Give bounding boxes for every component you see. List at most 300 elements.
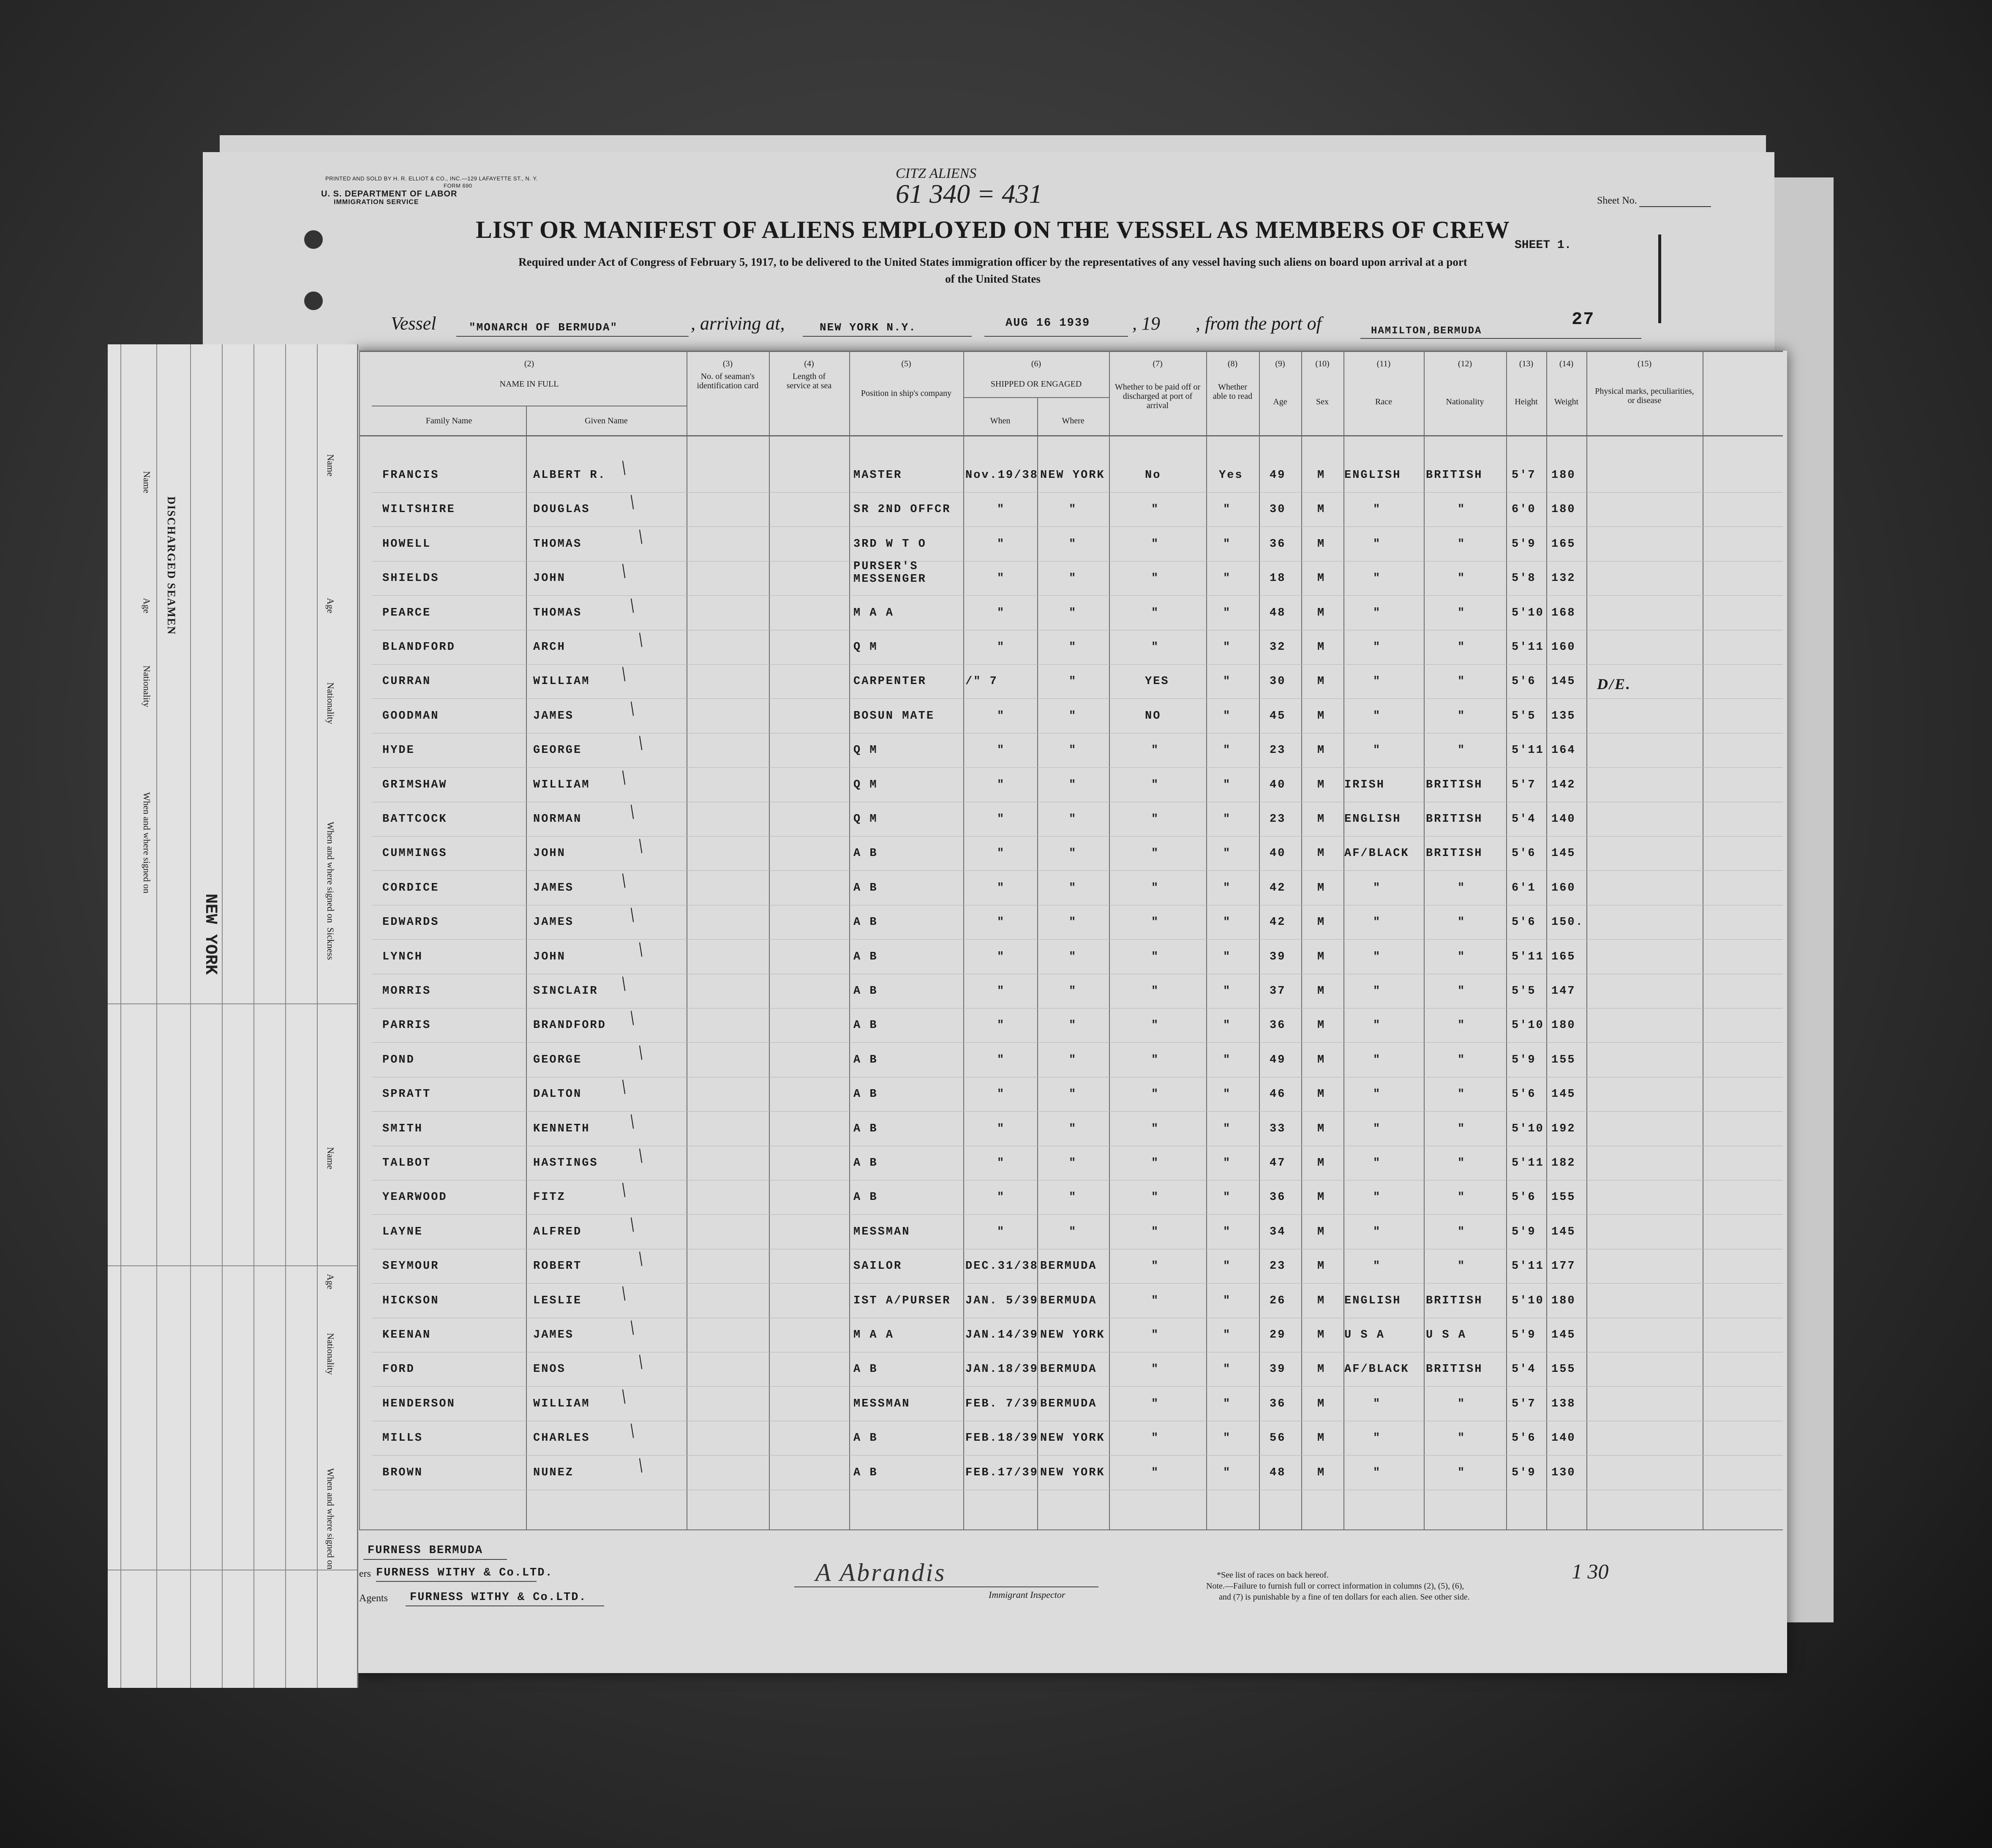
position-cell: CARPENTER xyxy=(853,675,927,688)
height-cell: 5'8 xyxy=(1512,572,1536,585)
paid-off-cell: " xyxy=(1151,1466,1160,1479)
height-cell: 5'9 xyxy=(1512,1225,1536,1238)
age-cell: 48 xyxy=(1270,606,1286,619)
given-name-cell: ENOS xyxy=(533,1363,566,1376)
position-cell: Q M xyxy=(853,744,878,757)
check-mark: / xyxy=(633,628,649,651)
paid-off-cell: " xyxy=(1151,985,1160,998)
shipped-where-cell: " xyxy=(1069,572,1077,585)
age-cell: 26 xyxy=(1270,1294,1286,1307)
row-rule xyxy=(372,1214,1783,1215)
slip-when-where-label-2: When and where signed on xyxy=(325,822,336,923)
race-cell: IRISH xyxy=(1344,778,1385,791)
col7-title: Whether to be paid off or discharged at port of arrival xyxy=(1115,382,1201,410)
height-cell: 5'6 xyxy=(1512,847,1536,860)
check-mark: / xyxy=(616,766,632,789)
family-name-cell: LAYNE xyxy=(382,1225,423,1238)
family-name-cell: FORD xyxy=(382,1363,415,1376)
col5-title: Position in ship's company xyxy=(861,389,952,398)
shipped-when-cell: " xyxy=(997,1122,1006,1135)
shipped-where-cell: BERMUDA xyxy=(1040,1363,1097,1376)
row-rule xyxy=(372,1455,1783,1456)
nationality-cell: " xyxy=(1458,1225,1466,1238)
subtitle-line2: of the United States xyxy=(945,273,1041,285)
col4-number: (4) xyxy=(804,359,814,368)
paid-off-cell: " xyxy=(1151,1260,1160,1273)
weight-cell: 140 xyxy=(1551,813,1576,826)
col8-number: (8) xyxy=(1227,359,1238,368)
race-cell: " xyxy=(1373,1397,1382,1410)
penalty-note-line2: and (7) is punishable by a fine of ten dollars for each alien. See other side. xyxy=(1219,1592,1470,1602)
height-cell: 5'9 xyxy=(1512,1053,1536,1066)
age-cell: 49 xyxy=(1270,469,1286,482)
col-divider xyxy=(1343,351,1344,1529)
race-cell: " xyxy=(1373,916,1382,929)
sex-cell: M xyxy=(1317,1053,1326,1066)
able-to-read-cell: " xyxy=(1223,641,1232,654)
check-mark: / xyxy=(633,732,649,755)
printer-imprint: PRINTED AND SOLD BY H. R. ELLIOT & CO., INC.—129 LAFAYETTE ST., N. Y. xyxy=(325,175,538,182)
position-cell: 3RD W T O xyxy=(853,537,927,551)
able-to-read-cell: " xyxy=(1223,709,1232,722)
able-to-read-cell: " xyxy=(1223,778,1232,791)
given-name-cell: ALBERT R. xyxy=(533,469,606,482)
age-cell: 39 xyxy=(1270,1363,1286,1376)
height-cell: 5'7 xyxy=(1512,469,1536,482)
check-mark: / xyxy=(624,697,640,720)
shipped-where-cell: " xyxy=(1069,606,1077,619)
nationality-cell: " xyxy=(1458,881,1466,894)
col15-number: (15) xyxy=(1637,359,1652,368)
paid-off-cell: " xyxy=(1151,1397,1160,1410)
sex-cell: M xyxy=(1317,1466,1326,1479)
col14-title: Weight xyxy=(1554,397,1579,406)
given-name-cell: WILLIAM xyxy=(533,778,590,791)
paid-off-cell: NO xyxy=(1145,709,1161,722)
col11-number: (11) xyxy=(1376,359,1391,368)
col6-title: SHIPPED OR ENGAGED xyxy=(990,379,1082,389)
position-cell: A B xyxy=(853,916,878,929)
race-cell: U S A xyxy=(1344,1329,1385,1341)
page-subtitle xyxy=(380,253,1605,287)
weight-cell: 138 xyxy=(1551,1397,1576,1410)
table-top-rule xyxy=(359,351,1783,352)
slip-divider xyxy=(120,344,121,1688)
age-cell: 36 xyxy=(1270,1397,1286,1410)
shipped-where-cell: " xyxy=(1069,813,1077,826)
family-name-cell: BLANDFORD xyxy=(382,641,455,654)
sex-cell: M xyxy=(1317,916,1326,929)
races-note: *See list of races on back hereof. xyxy=(1217,1570,1329,1580)
shipped-when-cell: " xyxy=(997,1019,1006,1032)
nationality-cell: " xyxy=(1458,950,1466,963)
handwritten-tally-count: 61 340 = 431 xyxy=(896,179,1043,209)
sex-cell: M xyxy=(1317,1157,1326,1169)
shipped-when-cell: " xyxy=(997,778,1006,791)
race-cell: " xyxy=(1373,709,1382,722)
nationality-cell: BRITISH xyxy=(1426,813,1483,826)
shipped-when-cell: " xyxy=(997,1191,1006,1204)
age-cell: 46 xyxy=(1270,1088,1286,1101)
paid-off-cell: " xyxy=(1151,1191,1160,1204)
family-name-cell: BATTCOCK xyxy=(382,813,447,826)
sex-cell: M xyxy=(1317,1260,1326,1273)
col7-number: (7) xyxy=(1153,359,1163,368)
given-name-cell: JAMES xyxy=(533,916,574,929)
shipped-where-cell: BERMUDA xyxy=(1040,1260,1097,1273)
race-cell: " xyxy=(1373,572,1382,585)
able-to-read-cell: " xyxy=(1223,1191,1232,1204)
given-name-cell: THOMAS xyxy=(533,537,582,551)
check-mark: / xyxy=(624,1007,640,1030)
weight-cell: 155 xyxy=(1551,1191,1576,1204)
weight-cell: 180 xyxy=(1551,1294,1576,1307)
able-to-read-cell: " xyxy=(1223,847,1232,860)
col-divider xyxy=(1301,351,1302,1529)
slip-divider xyxy=(253,344,254,1688)
height-cell: 5'4 xyxy=(1512,813,1536,826)
slip-title: DISCHARGED SEAMEN xyxy=(165,496,177,635)
family-name-cell: SHIELDS xyxy=(382,572,439,585)
sex-cell: M xyxy=(1317,1397,1326,1410)
weight-cell: 164 xyxy=(1551,744,1576,757)
race-cell: " xyxy=(1373,985,1382,998)
vessel-label: Vessel xyxy=(391,313,436,334)
nationality-cell: BRITISH xyxy=(1426,1294,1483,1307)
sex-cell: M xyxy=(1317,469,1326,482)
paid-off-cell: " xyxy=(1151,1053,1160,1066)
given-name-cell: DOUGLAS xyxy=(533,503,590,516)
able-to-read-cell: " xyxy=(1223,1019,1232,1032)
family-name-cell: CURRAN xyxy=(382,675,431,688)
family-name-cell: LYNCH xyxy=(382,950,423,963)
family-name-cell: HENDERSON xyxy=(382,1397,455,1410)
footer-agents-line xyxy=(406,1605,604,1606)
given-name-cell: JAMES xyxy=(533,881,574,894)
race-cell: " xyxy=(1373,1157,1382,1169)
table-bottom-rule xyxy=(359,1529,1783,1530)
shipped-when-cell: " xyxy=(997,572,1006,585)
col2-title: NAME IN FULL xyxy=(499,379,559,389)
weight-cell: 180 xyxy=(1551,469,1576,482)
service-name: IMMIGRATION SERVICE xyxy=(334,199,419,206)
signature-line xyxy=(794,1586,1098,1587)
sex-cell: M xyxy=(1317,606,1326,619)
check-mark: / xyxy=(624,1213,640,1236)
col11-title: Race xyxy=(1375,397,1392,406)
sex-cell: M xyxy=(1317,1363,1326,1376)
col-divider xyxy=(1586,351,1587,1529)
age-cell: 18 xyxy=(1270,572,1286,585)
able-to-read-cell: " xyxy=(1223,1294,1232,1307)
col2-family-header: Family Name xyxy=(425,416,472,425)
col-divider xyxy=(359,351,360,1529)
col2-given-header: Given Name xyxy=(585,416,628,425)
shipped-when-cell: FEB. 7/39 xyxy=(965,1397,1038,1410)
age-cell: 42 xyxy=(1270,881,1286,894)
shipped-where-cell: " xyxy=(1069,985,1077,998)
form-number: FORM 690 xyxy=(444,183,472,189)
shipped-when-cell: " xyxy=(997,985,1006,998)
height-cell: 5'5 xyxy=(1512,985,1536,998)
age-cell: 33 xyxy=(1270,1122,1286,1135)
check-mark: / xyxy=(624,1110,640,1133)
shipped-where-cell: " xyxy=(1069,709,1077,722)
position-cell: Q M xyxy=(853,778,878,791)
race-cell: " xyxy=(1373,744,1382,757)
nationality-cell: " xyxy=(1458,1019,1466,1032)
nationality-cell: U S A xyxy=(1426,1329,1467,1341)
sex-cell: M xyxy=(1317,709,1326,722)
family-name-cell: WILTSHIRE xyxy=(382,503,455,516)
height-cell: 5'10 xyxy=(1512,1294,1544,1307)
nationality-cell: " xyxy=(1458,1260,1466,1273)
row-rule xyxy=(372,939,1783,940)
row-rule xyxy=(372,1042,1783,1043)
shipped-where-cell: " xyxy=(1069,1088,1077,1101)
height-cell: 5'10 xyxy=(1512,1122,1544,1135)
weight-cell: 150. xyxy=(1551,916,1584,929)
race-cell: AF/BLACK xyxy=(1344,1363,1409,1376)
able-to-read-cell: " xyxy=(1223,606,1232,619)
weight-cell: 130 xyxy=(1551,1466,1576,1479)
able-to-read-cell: " xyxy=(1223,1122,1232,1135)
slip-divider xyxy=(317,344,318,1688)
check-mark: / xyxy=(624,800,640,823)
shipped-where-cell: " xyxy=(1069,1122,1077,1135)
height-cell: 5'6 xyxy=(1512,916,1536,929)
nationality-cell: BRITISH xyxy=(1426,778,1483,791)
shipped-when-cell: " xyxy=(997,744,1006,757)
shipped-when-cell: " xyxy=(997,847,1006,860)
height-cell: 5'9 xyxy=(1512,1466,1536,1479)
race-cell: " xyxy=(1373,1432,1382,1445)
col3-number: (3) xyxy=(722,359,733,368)
family-name-cell: GRIMSHAW xyxy=(382,778,447,791)
weight-cell: 155 xyxy=(1551,1053,1576,1066)
check-mark: / xyxy=(633,1454,649,1477)
paid-off-cell: " xyxy=(1151,1294,1160,1307)
shipped-where-cell: NEW YORK xyxy=(1040,1329,1105,1341)
race-cell: " xyxy=(1373,1225,1382,1238)
col-divider xyxy=(1037,397,1038,1529)
weight-cell: 145 xyxy=(1551,847,1576,860)
sex-cell: M xyxy=(1317,675,1326,688)
weight-cell: 135 xyxy=(1551,709,1576,722)
paid-off-cell: " xyxy=(1151,744,1160,757)
paid-off-cell: " xyxy=(1151,1225,1160,1238)
col-divider xyxy=(1546,351,1547,1529)
height-cell: 5'11 xyxy=(1512,744,1544,757)
family-name-cell: CUMMINGS xyxy=(382,847,447,860)
nationality-cell: " xyxy=(1458,606,1466,619)
check-mark: / xyxy=(633,1144,649,1167)
able-to-read-cell: Yes xyxy=(1219,469,1243,482)
col10-number: (10) xyxy=(1315,359,1330,368)
shipped-when-cell: " xyxy=(997,641,1006,654)
family-name-cell: MORRIS xyxy=(382,985,431,998)
height-cell: 5'11 xyxy=(1512,950,1544,963)
age-cell: 40 xyxy=(1270,847,1286,860)
race-cell: " xyxy=(1373,881,1382,894)
row-rule xyxy=(372,1386,1783,1387)
col12-number: (12) xyxy=(1458,359,1472,368)
age-cell: 34 xyxy=(1270,1225,1286,1238)
footer-agents-name: FURNESS WITHY & Co.LTD. xyxy=(410,1591,587,1604)
position-cell: A B xyxy=(853,985,878,998)
paid-off-cell: " xyxy=(1151,916,1160,929)
able-to-read-cell: " xyxy=(1223,1466,1232,1479)
footer-owners-line xyxy=(376,1581,537,1582)
position-cell: SR 2ND OFFCR xyxy=(853,503,951,516)
age-cell: 37 xyxy=(1270,985,1286,998)
shipped-when-cell: FEB.18/39 xyxy=(965,1432,1038,1445)
nationality-cell: " xyxy=(1458,1122,1466,1135)
able-to-read-cell: " xyxy=(1223,537,1232,551)
row-rule xyxy=(372,526,1783,527)
family-name-cell: MILLS xyxy=(382,1432,423,1445)
manifest-number: 27 xyxy=(1572,309,1595,330)
paid-off-cell: " xyxy=(1151,1157,1160,1169)
row-rule xyxy=(372,595,1783,596)
check-mark: / xyxy=(616,869,632,892)
height-cell: 5'6 xyxy=(1512,1432,1536,1445)
family-name-cell: PEARCE xyxy=(382,606,431,619)
race-cell: " xyxy=(1373,503,1382,516)
sex-cell: M xyxy=(1317,1088,1326,1101)
family-name-cell: KEENAN xyxy=(382,1329,431,1341)
slip-age-label-3: Age xyxy=(325,1274,336,1289)
weight-cell: 132 xyxy=(1551,572,1576,585)
given-name-cell: FITZ xyxy=(533,1191,566,1204)
position-cell: PURSER'S MESSENGER xyxy=(853,560,927,586)
check-mark: / xyxy=(633,1041,649,1064)
height-cell: 5'7 xyxy=(1512,1397,1536,1410)
footer-agents-label: Agents xyxy=(359,1593,388,1604)
shipped-when-cell: " xyxy=(997,537,1006,551)
age-cell: 39 xyxy=(1270,950,1286,963)
vessel-name-line xyxy=(456,336,689,337)
sex-cell: M xyxy=(1317,1225,1326,1238)
weight-cell: 142 xyxy=(1551,778,1576,791)
age-cell: 29 xyxy=(1270,1329,1286,1341)
position-cell: Q M xyxy=(853,641,878,654)
slip-divider xyxy=(222,344,223,1688)
col-divider xyxy=(1206,351,1207,1529)
punch-hole xyxy=(304,292,323,310)
subtitle-line1: Required under Act of Congress of February 5, 1917, to be delivered to the United States immigration officer by the representatives of any vessel having such aliens on board upon arrival at a port xyxy=(518,256,1467,268)
handwritten-tally-labels: CITZ ALIENS xyxy=(896,166,977,181)
shipped-where-cell: " xyxy=(1069,675,1077,688)
check-mark: / xyxy=(633,525,649,548)
discharged-seamen-slip xyxy=(108,344,358,1688)
col12-title: Nationality xyxy=(1446,397,1484,406)
family-name-cell: EDWARDS xyxy=(382,916,439,929)
check-mark: / xyxy=(624,594,640,617)
race-cell: " xyxy=(1373,675,1382,688)
sheet-number-line xyxy=(1639,206,1711,207)
age-cell: 30 xyxy=(1270,675,1286,688)
position-cell: M A A xyxy=(853,1329,894,1341)
nationality-cell: " xyxy=(1458,503,1466,516)
check-mark: / xyxy=(633,1351,649,1374)
sex-cell: M xyxy=(1317,950,1326,963)
slip-name-label-2: Name xyxy=(325,454,336,477)
position-cell: MESSMAN xyxy=(853,1225,910,1238)
check-mark: / xyxy=(633,835,649,858)
shipped-when-cell: DEC.31/38 xyxy=(965,1260,1038,1273)
sex-cell: M xyxy=(1317,1191,1326,1204)
position-cell: A B xyxy=(853,1363,878,1376)
slip-divider xyxy=(108,1265,357,1266)
given-name-cell: ALFRED xyxy=(533,1225,582,1238)
able-to-read-cell: " xyxy=(1223,675,1232,688)
shipped-when-cell: " xyxy=(997,1157,1006,1169)
slip-nationality-label: Nationality xyxy=(142,665,152,707)
height-cell: 5'9 xyxy=(1512,537,1536,551)
paid-off-cell: " xyxy=(1151,572,1160,585)
weight-cell: 182 xyxy=(1551,1157,1576,1169)
family-name-cell: SMITH xyxy=(382,1122,423,1135)
able-to-read-cell: " xyxy=(1223,985,1232,998)
age-cell: 36 xyxy=(1270,1019,1286,1032)
nationality-cell: " xyxy=(1458,985,1466,998)
year-label: , 19 xyxy=(1132,313,1160,334)
sex-cell: M xyxy=(1317,1329,1326,1341)
shipped-when-cell: /" 7 xyxy=(965,675,998,688)
shipped-group-rule xyxy=(963,397,1109,398)
given-name-cell: HASTINGS xyxy=(533,1157,598,1169)
col6-when-header: When xyxy=(990,416,1011,425)
arrival-date: AUG 16 1939 xyxy=(1006,317,1090,330)
col9-number: (9) xyxy=(1275,359,1285,368)
weight-cell: 155 xyxy=(1551,1363,1576,1376)
paid-off-cell: " xyxy=(1151,1088,1160,1101)
check-mark: / xyxy=(616,663,632,686)
nationality-cell: " xyxy=(1458,1432,1466,1445)
given-name-cell: LESLIE xyxy=(533,1294,582,1307)
shipped-when-cell: JAN.14/39 xyxy=(965,1329,1038,1341)
paid-off-cell: " xyxy=(1151,1019,1160,1032)
height-cell: 5'6 xyxy=(1512,1191,1536,1204)
race-cell: " xyxy=(1373,537,1382,551)
nationality-cell: BRITISH xyxy=(1426,1363,1483,1376)
slip-divider xyxy=(285,344,286,1688)
given-name-cell: WILLIAM xyxy=(533,1397,590,1410)
sex-cell: M xyxy=(1317,881,1326,894)
check-mark: / xyxy=(616,972,632,995)
sex-cell: M xyxy=(1317,813,1326,826)
nationality-cell: " xyxy=(1458,1397,1466,1410)
weight-cell: 177 xyxy=(1551,1260,1576,1273)
slip-name-label: Name xyxy=(142,471,152,493)
nationality-cell: " xyxy=(1458,709,1466,722)
weight-cell: 192 xyxy=(1551,1122,1576,1135)
given-name-cell: GEORGE xyxy=(533,744,582,757)
sex-cell: M xyxy=(1317,1019,1326,1032)
paid-off-cell: " xyxy=(1151,1122,1160,1135)
slip-nationality-label-3: Nationality xyxy=(325,1333,336,1375)
check-mark: / xyxy=(616,1385,632,1408)
shipped-when-cell: JAN.18/39 xyxy=(965,1363,1038,1376)
given-name-cell: SINCLAIR xyxy=(533,985,598,998)
height-cell: 5'7 xyxy=(1512,778,1536,791)
position-cell: SAILOR xyxy=(853,1260,902,1273)
weight-cell: 168 xyxy=(1551,606,1576,619)
row-rule xyxy=(372,492,1783,493)
paid-off-cell: " xyxy=(1151,1432,1160,1445)
shipped-when-cell: " xyxy=(997,813,1006,826)
